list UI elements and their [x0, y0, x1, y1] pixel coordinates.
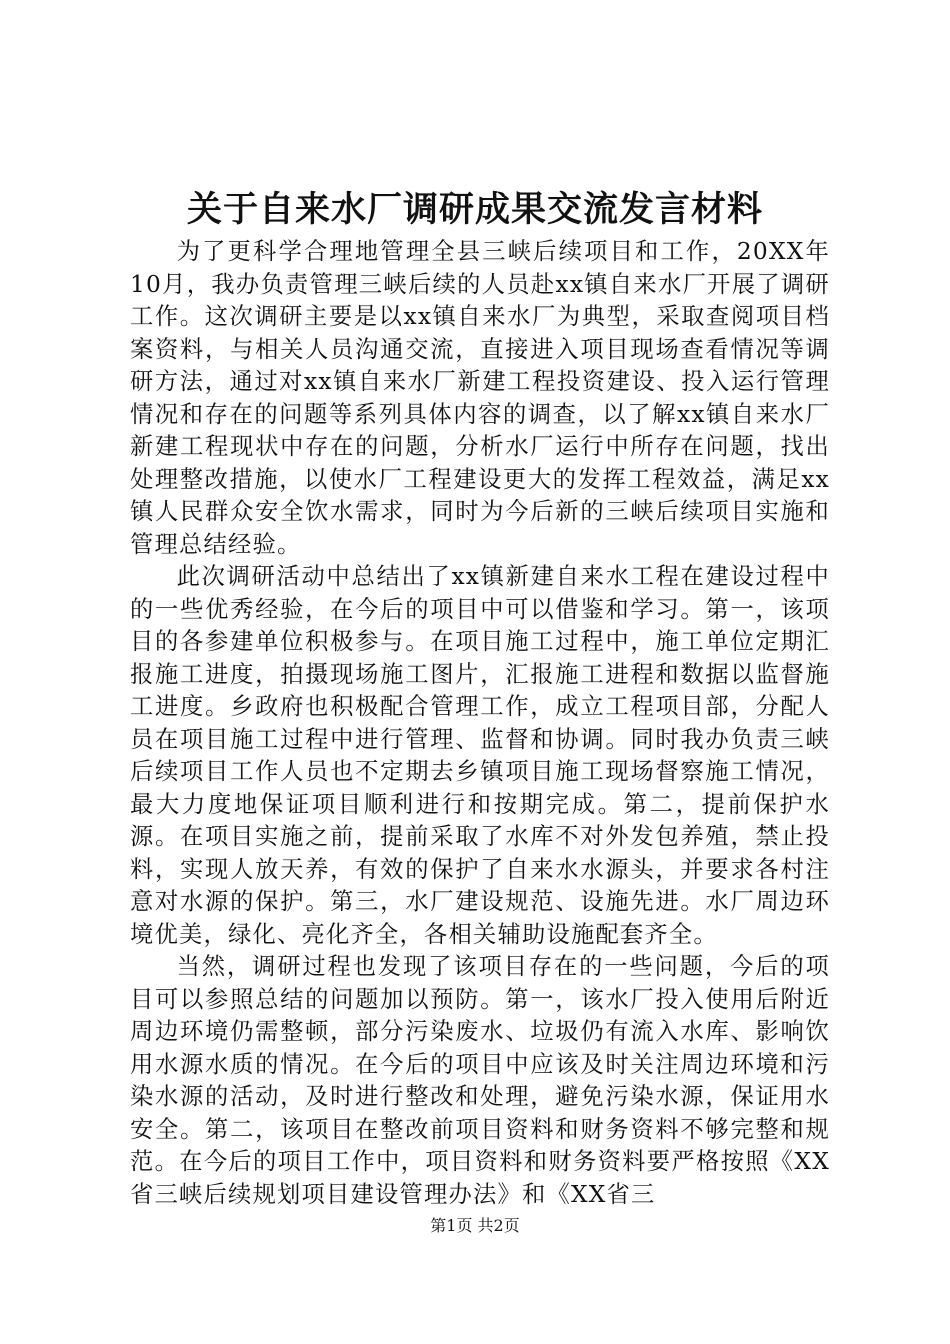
- document-body: [130, 236, 830, 1211]
- document-title: 关于自来水厂调研成果交流发言材料: [186, 190, 763, 230]
- paragraph-1: 为了更科学合理地管理全县三峡后续项目和工作，20XX年10月，我办负责管理三峡后续的人员赴xx镇自来水厂开展了调研工作。这次调研主要是以xx镇自来水厂为典型，采取查阅项目档案资料，与相关人员沟通交流，直接进入项目现场查看情况等调研方法，通过对xx镇自来水厂新建工程投资建设、投入运行管理情况和存在的问题等系列具体内容的调查，以了解xx镇自来水厂新建工程现状中存在的问题，分析水厂运行中所存在问题，找出处理整改措施，以使水厂工程建设更大的发挥工程效益，满足xx镇人民群众安全饮水需求，同时为今后新的三峡后续项目实施和管理总结经验。: [130, 238, 830, 558]
- page-footer: 第1页 共2页: [430, 1216, 520, 1235]
- paragraph-2: 此次调研活动中总结出了xx镇新建自来水工程在建设过程中的一些优秀经验，在今后的项目中可以借鉴和学习。第一，该项目的各参建单位积极参与。在项目施工过程中，施工单位定期汇报施工进度，拍摄现场施工图片，汇报施工进程和数据以监督施工进度。乡政府也积极配合管理工作，成立工程项目部，分配人员在项目施工过程中进行管理、监督和协调。同时我办负责三峡后续项目工作人员也不定期去乡镇项目施工现场督察施工情况，最大力度地保证项目顺利进行和按期完成。第二，提前保护水源。在项目实施之前，提前采取了水库不对外发包养殖，禁止投料，实现人放天养，有效的保护了自来水水源头，并要求各村注意对水源的保护。第三，水厂建设规范、设施先进。水厂周边环境优美，绿化、亮化齐全，各相关辅助设施配套齐全。: [130, 563, 830, 948]
- paragraph-3: 当然，调研过程也发现了该项目存在的一些问题，今后的项目可以参照总结的问题加以预防。第一，该水厂投入使用后附近周边环境仍需整顿，部分污染废水、垃圾仍有流入水库、影响饮用水源水质的情况。在今后的项目中应该及时关注周边环境和污染水源的活动，及时进行整改和处理，避免污染水源，保证用水安全。第二，该项目在整改前项目资料和财务资料不够完整和规范。在今后的项目工作中，项目资料和财务资料要严格按照《XX省三峡后续规划项目建设管理办法》和《XX省三: [130, 953, 830, 1208]
